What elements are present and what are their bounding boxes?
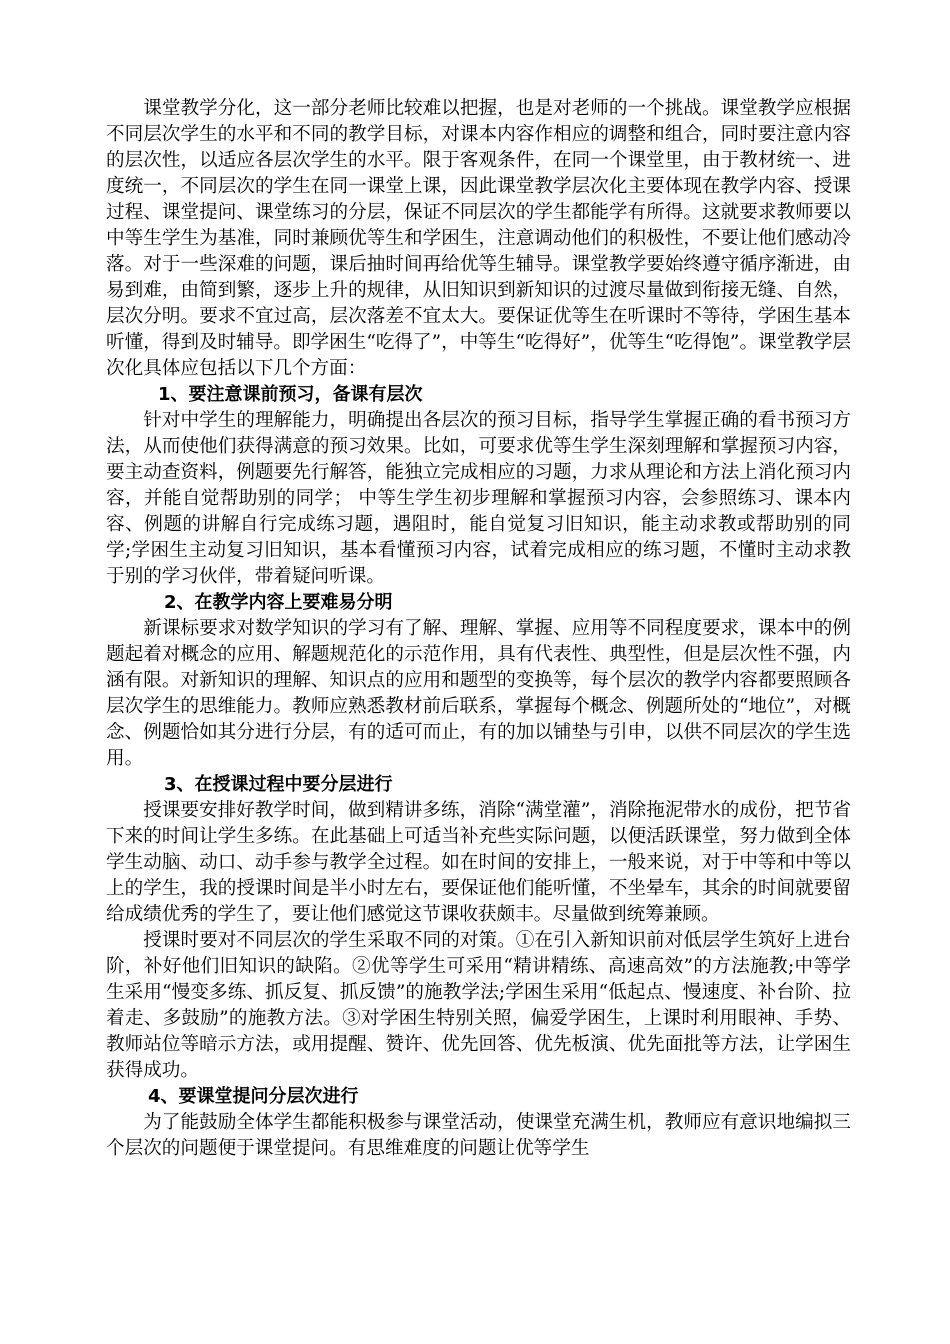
section-heading-questioning: 4、要课堂提问分层次进行 [148, 1086, 359, 1107]
section-heading-teaching-process: 3、在授课过程中要分层进行 [164, 774, 393, 795]
document-page [106, 96, 851, 1162]
section-paragraph-preview: 针对中学生的理解能力，明确提出各层次的预习目标，指导学生掌握正确的看书预习方法，从而使他们获得满意的预习效果。比如，可要求优等生学生深刻理解和掌握预习内容，要主动查资料，例题要先行解答，能独立完成相应的习题，力求从理论和方法上消化预习内容，并能自觉帮助别的同学； 中等生学生初步理解和掌握预习内容，会参照练习、课本内容、例题的讲解自行完成练习题，遇阻时，能自觉复习旧知识，能主动求教或帮助别的同学;学困生主动复习旧知识，基本看懂预习内容，试着完成相应的练习题，不懂时主动求教于别的学习伙伴，带着疑问听课。 [106, 410, 851, 587]
section-heading-content: 2、在教学内容上要难易分明 [164, 592, 393, 613]
section-paragraph-questioning: 为了能鼓励全体学生都能积极参与课堂活动，使课堂充满生机，教师应有意识地编拟三个层次的问题便于课堂提问。有思维难度的问题让优等学生 [106, 1112, 851, 1159]
section-heading-preview: 1、要注意课前预习，备课有层次 [158, 384, 423, 405]
section-paragraph-content: 新课标要求对数学知识的学习有了解、理解、掌握、应用等不同程度要求，课本中的例题起着对概念的应用、解题规范化的示范作用，具有代表性、典型性，但是层次性不强，内涵有限。对新知识的理解、知识点的应用和题型的变换等，每个层次的教学内容都要照顾各层次学生的思维能力。教师应熟悉教材前后联系，掌握每个概念、例题所处的“地位”，对概念、例题恰如其分进行分层，有的适可而止，有的加以铺垫与引申，以供不同层次的学生选用。 [106, 618, 851, 769]
intro-paragraph: 课堂教学分化，这一部分老师比较难以把握，也是对老师的一个挑战。课堂教学应根据不同层次学生的水平和不同的教学目标，对课本内容作相应的调整和组合，同时要注意内容的层次性，以适应各层次学生的水平。限于客观条件，在同一个课堂里，由于教材统一、进度统一，不同层次的学生在同一课堂上课，因此课堂教学层次化主要体现在教学内容、授课过程、课堂提问、课堂练习的分层，保证不同层次的学生都能学有所得。这就要求教师要以中等生学生为基准，同时兼顾优等生和学困生，注意调动他们的积极性，不要让他们感动冷落。对于一些深难的问题，课后抽时间再给优等生辅导。课堂教学要始终遵守循序渐进，由易到难，由简到繁，逐步上升的规律，从旧知识到新知识的过渡尽量做到衔接无缝、自然，层次分明。要求不宜过高，层次落差不宜太大。要保证优等生在听课时不等待，学困生基本听懂，得到及时辅导。即学困生“吃得了”，中等生“吃得好”，优等生“吃得饱”。课堂教学层次化具体应包括以下几个方面： [106, 98, 852, 379]
section-paragraph-teaching-process-2: 授课时要对不同层次的学生采取不同的对策。①在引入新知识前对低层学生筑好上进台阶，补好他们旧知识的缺陷。②优等学生可采用“精讲精练、高速高效”的方法施教;中等学生采用“慢变多练、抓反复、抓反馈”的施教学法;学困生采用“低起点、慢速度、补台阶、拉着走、多鼓励”的施教方法。③对学困生特别关照，偏爱学困生，上课时利用眼神、手势、教师站位等暗示方法，或用提醒、赞许、优先回答、优先板演、优先面批等方法，让学困生获得成功。 [106, 930, 851, 1081]
section-paragraph-teaching-process-1: 授课要安排好教学时间，做到精讲多练，消除“满堂灌”，消除拖泥带水的成份，把节省下来的时间让学生多练。在此基础上可适当补充些实际问题，以便活跃课堂，努力做到全体学生动脑、动口、动手参与教学全过程。如在时间的安排上，一般来说，对于中等和中等以上的学生，我的授课时间是半小时左右，要保证他们能听懂，不坐晕车，其余的时间就要留给成绩优秀的学生了，要让他们感觉这节课收获颇丰。尽量做到统筹兼顾。 [106, 800, 851, 925]
